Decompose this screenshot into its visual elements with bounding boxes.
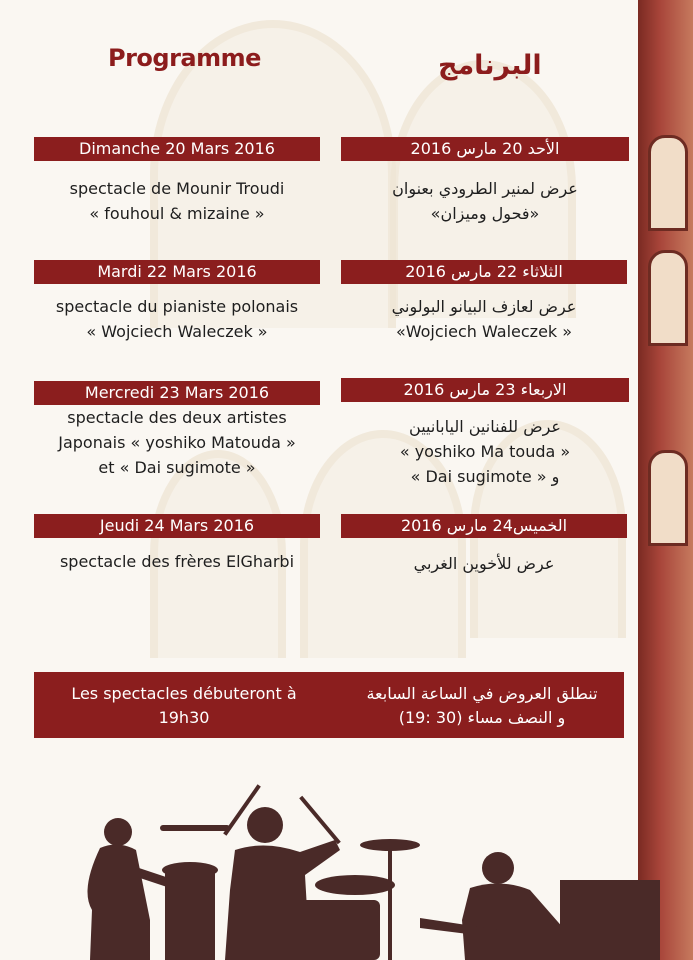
musicians-silhouette <box>0 770 693 960</box>
event-text-ar-3: عرض للفنانين اليابانيين « yoshiko Ma touda » و « Dai sugimote » <box>399 417 571 486</box>
page-title-fr: Programme <box>108 44 261 72</box>
date-bar-ar-2: الثلاثاء 22 مارس 2016 <box>341 260 627 284</box>
date-bar-fr-4: Jeudi 24 Mars 2016 <box>34 514 320 538</box>
event-text-fr-1: spectacle de Mounir Troudi « fouhoul & mizaine » <box>69 179 285 223</box>
date-bar-ar-4: الخميس24 مارس 2016 <box>341 514 627 538</box>
event-text-ar-2: عرض لعازف البيانو البولوني « Wojciech Waleczek» <box>391 297 577 341</box>
event-text-ar-4: عرض للأخوين الغربي <box>413 554 555 573</box>
date-bar-fr-2: Mardi 22 Mars 2016 <box>34 260 320 284</box>
event-text-ar-1: عرض لمنير الطرودي بعنوان «فحول وميزان» <box>392 179 578 223</box>
date-bar-fr-3: Mercredi 23 Mars 2016 <box>34 381 320 405</box>
page-title-ar: البرنامج <box>438 50 542 81</box>
date-bar-fr-1: Dimanche 20 Mars 2016 <box>34 137 320 161</box>
start-time-ar: تنطلق العروض في الساعة السابعة و النصف مساء (30 :19) <box>366 684 598 727</box>
start-time-fr: Les spectacles débuteront à 19h30 <box>71 684 297 727</box>
event-text-fr-3: spectacle des deux artistes Japonais « yoshiko Matouda » et « Dai sugimote » <box>58 408 296 477</box>
date-bar-ar-3: الاربعاء 23 مارس 2016 <box>341 378 629 402</box>
event-text-fr-4: spectacle des frères ElGharbi <box>59 552 295 571</box>
event-text-fr-2: spectacle du pianiste polonais « Wojciech Waleczek » <box>55 297 299 341</box>
start-time-banner <box>34 672 624 738</box>
date-bar-ar-1: الأحد 20 مارس 2016 <box>341 137 629 161</box>
